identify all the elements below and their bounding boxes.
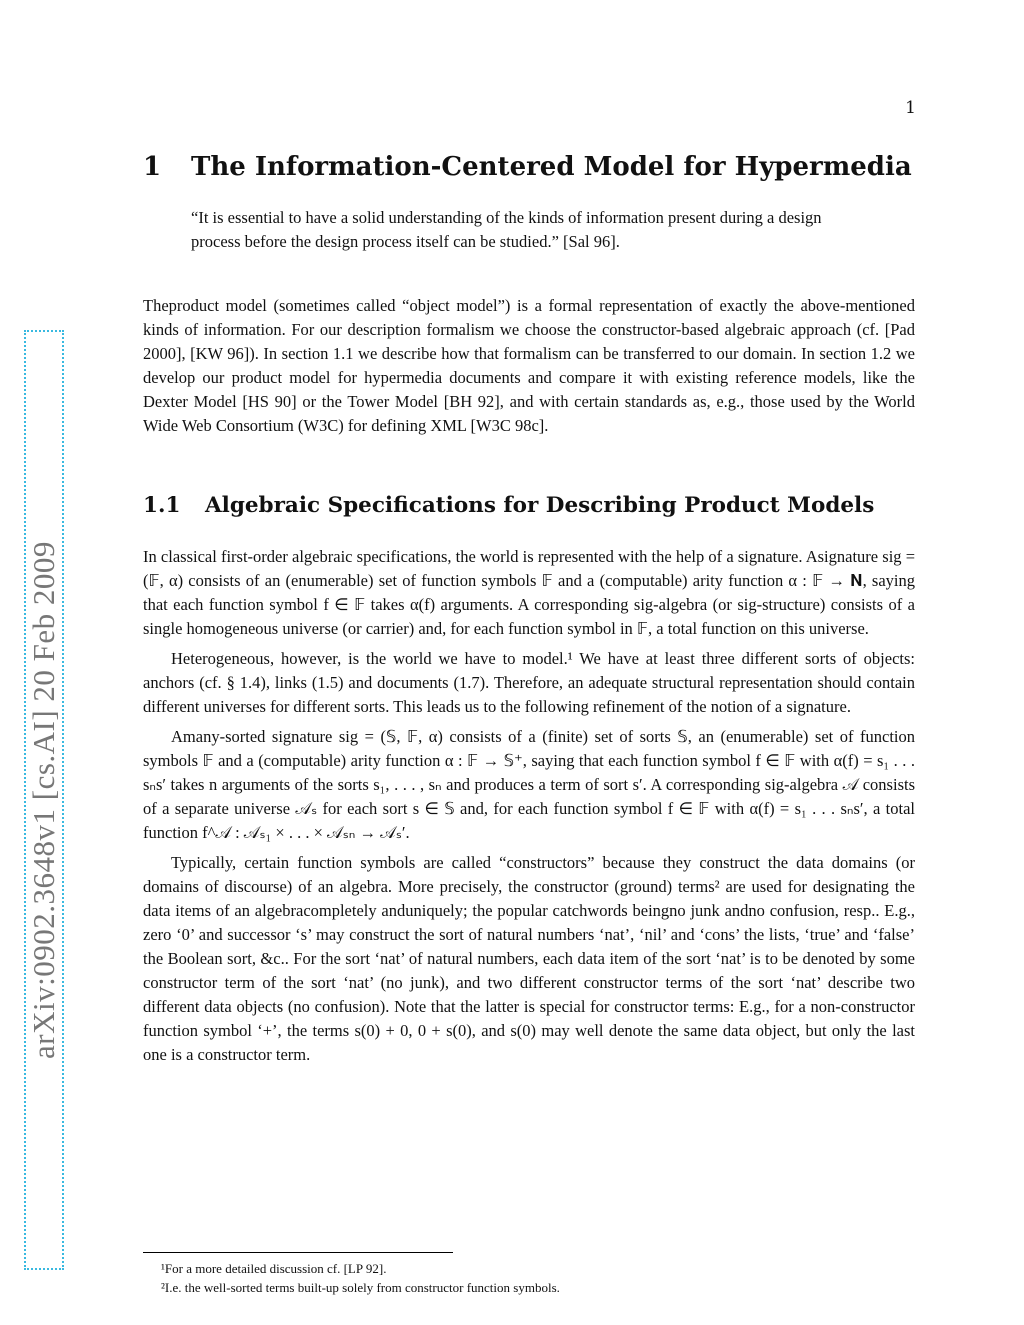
footnotes bbox=[143, 1252, 915, 1297]
paragraph-signature: In classical first-order algebraic specifications, the world is represented with the help of a signature. Asignature sig = (𝔽, α) consists of an (enumerable) set of function symbols 𝔽 and a (computable) arity function α : 𝔽 → 𝐍, saying that each function symbol f ∈ 𝔽 takes α(f) arguments. A corresponding sig-algebra (or sig-structure) consists of a single homogeneous universe (or carrier) and, for each function symbol in 𝔽, a total function on this universe. bbox=[143, 547, 915, 638]
footnote-rule bbox=[143, 1252, 453, 1253]
page-content bbox=[143, 150, 915, 1067]
epigraph-quote: “It is essential to have a solid understanding of the kinds of information present during a design process before the design process itself can be studied.” [Sal 96]. bbox=[191, 208, 822, 251]
footnote-2: ²I.e. the well-sorted terms built-up solely from constructor function symbols. bbox=[161, 1280, 560, 1295]
arxiv-identifier-stamp: arXiv:0902.3648v1 [cs.AI] 20 Feb 2009 bbox=[24, 330, 64, 1270]
subsection-title: Algebraic Specifications for Describing Product Models bbox=[205, 493, 875, 518]
paragraph-many-sorted: Amany-sorted signature sig = (𝕊, 𝔽, α) consists of a (finite) set of sorts 𝕊, an (enumerable) set of function symbols 𝔽 and a (computable) arity function α : 𝔽 → 𝕊⁺, saying that each function symbol f ∈ 𝔽 with α(f) = s₁ . . . sₙs′ takes n arguments of the sorts s₁, . . . , sₙ and produces a term of sort s′. A corresponding sig-algebra 𝒜 consists of a separate universe 𝒜ₛ for each sort s ∈ 𝕊 and, for each function symbol f ∈ 𝔽 with α(f) = s₁ . . . sₙs′, a total function f^𝒜 : 𝒜ₛ₁ × . . . × 𝒜ₛₙ → 𝒜ₛ′. bbox=[143, 727, 915, 842]
subsection-heading bbox=[143, 492, 915, 520]
section-heading bbox=[143, 150, 915, 184]
footnote-1: ¹For a more detailed discussion cf. [LP 92]. bbox=[161, 1261, 387, 1276]
section-title: The Information-Centered Model for Hypermedia bbox=[191, 152, 912, 182]
subsection-number: 1.1 bbox=[143, 493, 181, 518]
paragraph-heterogeneous: Heterogeneous, however, is the world we have to model.¹ We have at least three different sorts of objects: anchors (cf. § 1.4), links (1.5) and documents (1.7). Therefore, an adequate structural representation should contain different universes for different sorts. This leads us to the following refinement of the notion of a signature. bbox=[143, 649, 915, 716]
paragraph-constructors: Typically, certain function symbols are called “constructors” because they construct the data domains (or domains of discourse) of an algebra. More precisely, the constructor (ground) terms² are used for designating the data items of an algebracompletely anduniquely; the popular catchwords beingno junk andno confusion, resp.. E.g., zero ‘0’ and successor ‘s’ may construct the sort of natural numbers ‘nat’, ‘nil’ and ‘cons’ the lists, ‘true’ and ‘false’ the Boolean sort, &c.. For the sort ‘nat’ of natural numbers, each data item of the sort ‘nat’ is to be denoted by some constructor term of the sort ‘nat’ (no junk), and two different constructor terms of the sort ‘nat’ describe two different data objects (no confusion). Note that the latter is special for constructor terms: E.g., for a non-constructor function symbol ‘+’, the terms s(0) + 0, 0 + s(0), and s(0) may well denote the same data object, but only the last one is a constructor term. bbox=[143, 853, 915, 1064]
section-number: 1 bbox=[143, 152, 162, 182]
intro-paragraph: Theproduct model (sometimes called “object model”) is a formal representation of exactly the above-mentioned kinds of information. For our description formalism we choose the constructor-based algebraic approach (cf. [Pad 2000], [KW 96]). In section 1.1 we describe how that formalism can be transferred to our domain. In section 1.2 we develop our product model for hypermedia documents and compare it with existing reference models, like the Dexter Model [HS 90] or the Tower Model [BH 92], and with certain standards as, e.g., those used by the World Wide Web Consortium (W3C) for defining XML [W3C 98c]. bbox=[143, 296, 915, 435]
page-number: 1 bbox=[905, 98, 916, 118]
